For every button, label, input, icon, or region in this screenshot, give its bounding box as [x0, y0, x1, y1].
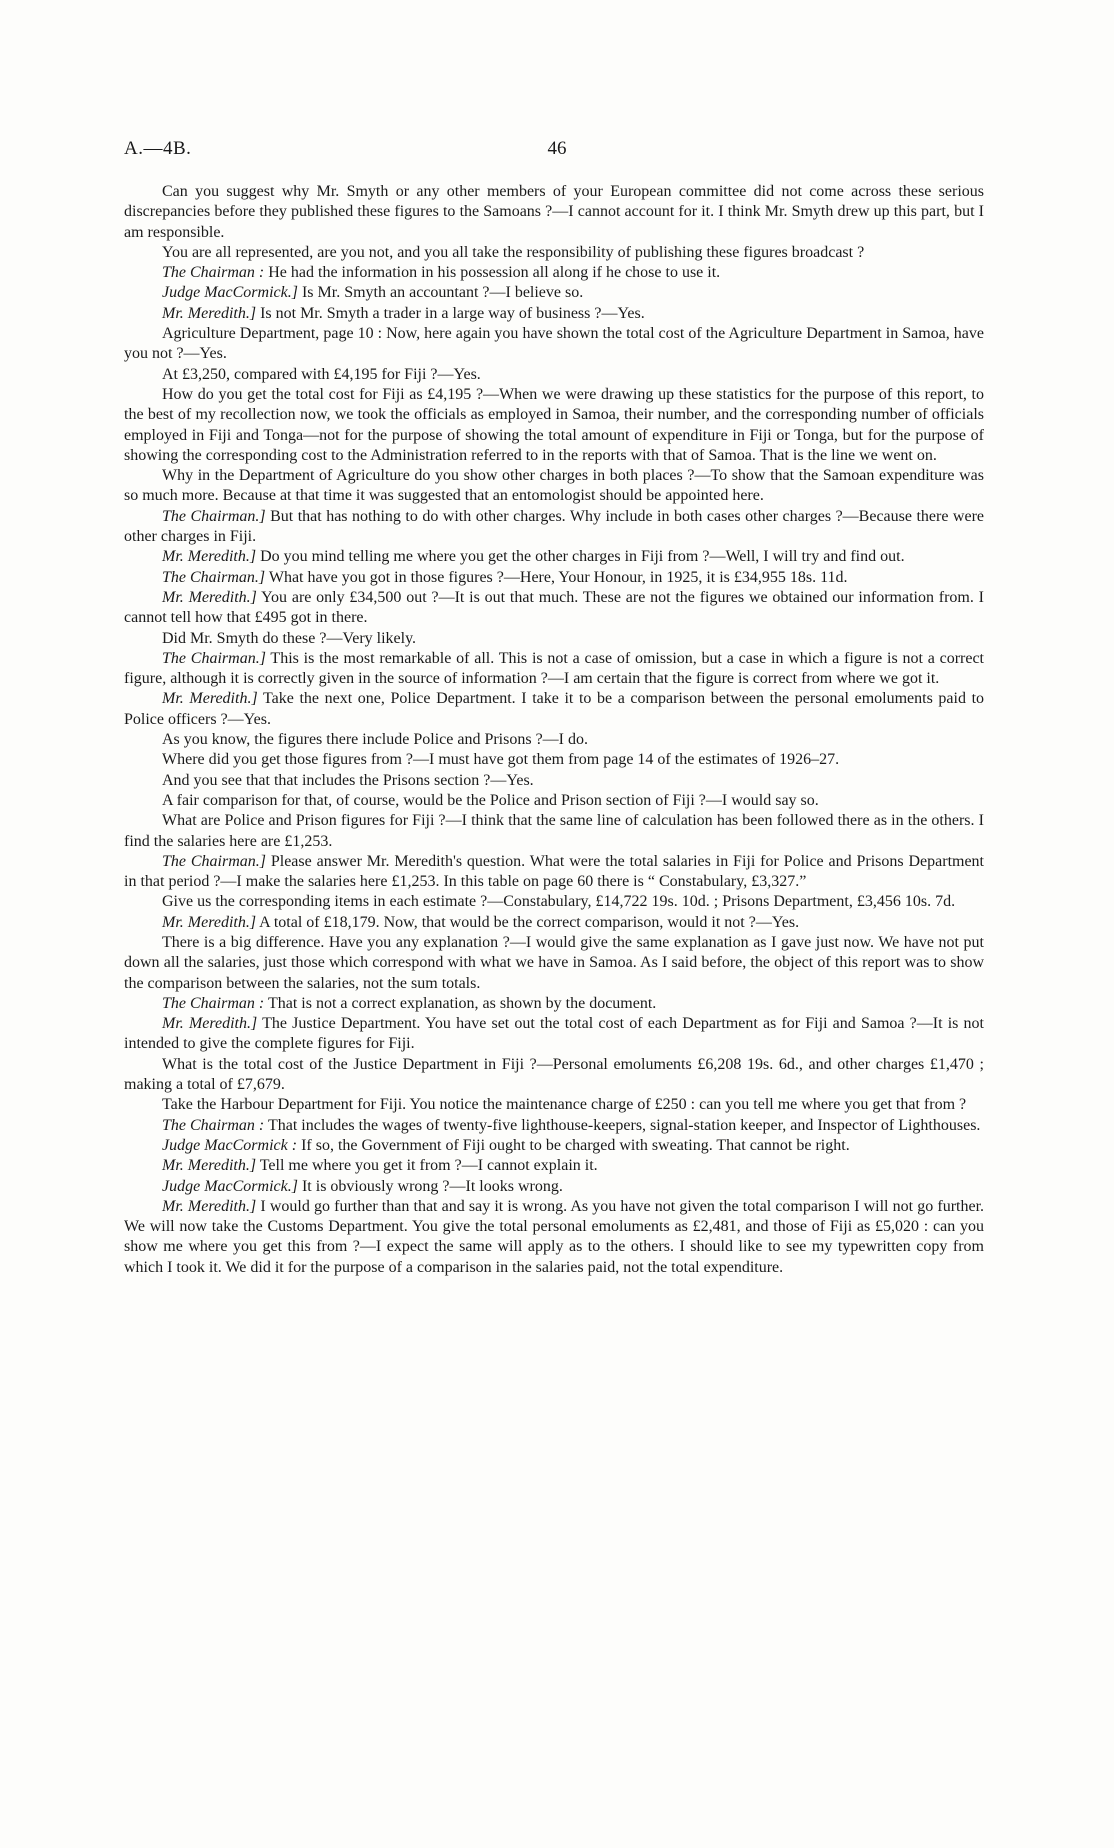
paragraph [124, 304, 984, 324]
paragraph-text: A fair comparison for that, of course, would be the Police and Prison section of Fiji ?—I would say so. [162, 791, 819, 809]
paragraph [124, 730, 984, 750]
paragraph-text: What is the total cost of the Justice Department in Fiji ?—Personal emoluments £6,208 19s. 6d., and other charges £1,470 ; making a total of £7,679. [124, 1055, 984, 1094]
transcript-body [124, 182, 984, 1278]
paragraph-text: If so, the Government of Fiji ought to be charged with sweating. That cannot be right. [297, 1136, 850, 1154]
paragraph-text: The Justice Department. You have set out the total cost of each Department as for Fiji and Samoa ?—It is not intended to give the complete figures for Fiji. [124, 1015, 984, 1053]
paragraph [124, 1156, 984, 1176]
speaker-label: The Chairman.] [162, 852, 266, 870]
paragraph [124, 243, 984, 263]
speaker-label: Mr. Meredith.] [162, 1197, 257, 1215]
paragraph [124, 811, 984, 852]
paragraph [124, 466, 984, 507]
paragraph [124, 994, 984, 1014]
speaker-label: Mr. Meredith.] [162, 548, 257, 566]
paragraph-text: Give us the corresponding items in each estimate ?—Constabulary, £14,722 19s. 10d. ; Prisons Department, £3,456 10s. 7d. [162, 893, 956, 911]
paragraph [124, 649, 984, 690]
speaker-label: Judge MacCormick : [162, 1136, 298, 1154]
paragraph-text: Can you suggest why Mr. Smyth or any other members of your European committee did not come across these serious discrepancies before they published these figures to the Samoans ?—I cannot account for it. I think Mr. Smyth drew up this part, but I am responsible. [124, 183, 984, 241]
paragraph-text: Do you mind telling me where you get the other charges in Fiji from ?—Well, I will try and find out. [256, 548, 905, 566]
paragraph [124, 771, 984, 791]
paragraph [124, 263, 984, 283]
speaker-label: Judge MacCormick.] [162, 1177, 298, 1195]
paragraph-text: There is a big difference. Have you any explanation ?—I would give the same explanation as I gave just now. We have not put down all the salaries, just those which correspond with what we have in Samoa. As I said before, the object of this report was to show the comparison between the salaries, not the sum totals. [124, 933, 984, 992]
paragraph-text: That is not a correct explanation, as shown by the document. [264, 994, 657, 1012]
paragraph-text: This is the most remarkable of all. This is not a case of omission, but a case in which a figure is not a correct figure, although it is correctly given in the source of information ?—I am certain that the figure is correct from where we got it. [124, 649, 985, 688]
speaker-label: The Chairman.] [162, 507, 266, 525]
paragraph-text: I would go further than that and say it is wrong. As you have not given the total comparison I will not go further. We will now take the Customs Department. You give the total personal emoluments as £2,481, and those of Fiji as £5,020 : can you show me where you get this from ?—I expect the same will apply as to the others. I should like to see my typewritten copy from which I took it. We did it for the purpose of a comparison in the salaries paid, not the total expenditure. [124, 1197, 985, 1276]
paragraph [124, 1055, 984, 1096]
speaker-label: The Chairman : [162, 1116, 265, 1134]
speaker-label: The Chairman.] [162, 568, 266, 586]
paragraph [124, 913, 984, 933]
paragraph-text: Please answer Mr. Meredith's question. What were the total salaries in Fiji for Police and Prisons Department in that period ?—I make the salaries here £1,253. In this table on page 60 there is “ Constabulary, £3,327.” [124, 852, 985, 891]
paragraph-text: You are only £34,500 out ?—It is out that much. These are not the figures we obtained our information from. I cannot tell how that £495 got in there. [124, 588, 984, 627]
paragraph [124, 629, 984, 649]
paragraph [124, 283, 984, 303]
paragraph [124, 324, 984, 365]
paragraph-text: But that has nothing to do with other charges. Why include in both cases other charges ?—Because there were other charges in Fiji. [124, 507, 985, 546]
speaker-label: Mr. Meredith.] [162, 304, 257, 322]
page-header [124, 138, 990, 164]
paragraph [124, 1095, 984, 1115]
paragraph [124, 588, 984, 629]
paragraph-text: Is Mr. Smyth an accountant ?—I believe so. [297, 284, 584, 302]
paragraph-text: You are all represented, are you not, and you all take the responsibility of publishing these figures broadcast ? [162, 243, 865, 261]
paragraph [124, 385, 984, 466]
paragraph-text: What are Police and Prison figures for Fiji ?—I think that the same line of calculation has been followed there as in the others. I find the salaries here are £1,253. [124, 812, 984, 850]
speaker-label: Mr. Meredith.] [162, 588, 257, 606]
paragraph-text: And you see that that includes the Prisons section ?—Yes. [162, 771, 534, 789]
paragraph-text: Is not Mr. Smyth a trader in a large way of business ?—Yes. [256, 304, 645, 322]
speaker-label: Mr. Meredith.] [162, 1157, 257, 1175]
paragraph [124, 1116, 984, 1136]
paragraph-text: That includes the wages of twenty-five lighthouse-keepers, signal-station keeper, and Inspector of Lighthouses. [264, 1116, 981, 1134]
speaker-label: Mr. Meredith.] [162, 1015, 258, 1033]
paragraph-text: What have you got in those figures ?—Here, Your Honour, in 1925, it is £34,955 18s. 11d. [265, 568, 848, 586]
paragraph [124, 182, 984, 243]
paragraph [124, 1197, 984, 1278]
speaker-label: Mr. Meredith.] [162, 690, 258, 708]
speaker-label: The Chairman : [162, 264, 265, 282]
paragraph [124, 933, 984, 994]
paragraph-text: Tell me where you get it from ?—I cannot explain it. [256, 1157, 598, 1175]
paragraph-text: Take the next one, Police Department. I take it to be a comparison between the personal emoluments paid to Police officers ?—Yes. [124, 690, 985, 728]
speaker-label: Judge MacCormick.] [162, 284, 298, 302]
speaker-label: The Chairman.] [162, 649, 266, 667]
paragraph [124, 1177, 984, 1197]
paragraph-text: How do you get the total cost for Fiji as £4,195 ?—When we were drawing up these statistics for the purpose of this report, to the best of my recollection now, we took the officials as employed in Samoa, their number, and the corresponding number of officials employed in Fiji and Tonga—not for the purpose of showing the total amount of expenditure in Fiji or Tonga, but for the purpose of showing the corresponding cost to the Administration referred to in the reports with that of Samoa. That is the line we went on. [124, 385, 984, 464]
paragraph [124, 689, 984, 730]
paragraph-text: Where did you get those figures from ?—I must have got them from page 14 of the estimates of 1926–27. [162, 751, 840, 769]
paragraph-text: It is obviously wrong ?—It looks wrong. [297, 1177, 563, 1195]
paragraph [124, 1136, 984, 1156]
paragraph-text: He had the information in his possession all along if he chose to use it. [264, 264, 721, 282]
paragraph-text: At £3,250, compared with £4,195 for Fiji ?—Yes. [162, 365, 481, 383]
paragraph [124, 852, 984, 893]
paragraph-text: Take the Harbour Department for Fiji. You notice the maintenance charge of £250 : can you tell me where you get that from ? [162, 1096, 967, 1114]
speaker-label: Mr. Meredith.] [162, 913, 257, 931]
paragraph-text: Did Mr. Smyth do these ?—Very likely. [162, 629, 417, 647]
paragraph [124, 750, 984, 770]
paragraph [124, 547, 984, 567]
paragraph [124, 1014, 984, 1055]
paragraph [124, 507, 984, 548]
paragraph-text: As you know, the figures there include Police and Prisons ?—I do. [162, 731, 588, 749]
paragraph-text: Agriculture Department, page 10 : Now, here again you have shown the total cost of the Agriculture Department in Samoa, have you not ?—Yes. [124, 325, 984, 363]
page-number: 46 [547, 138, 567, 159]
paragraph-text: A total of £18,179. Now, that would be the correct comparison, would it not ?—Yes. [256, 913, 800, 931]
paragraph [124, 568, 984, 588]
speaker-label: The Chairman : [162, 994, 265, 1012]
paragraph [124, 791, 984, 811]
paragraph-text: Why in the Department of Agriculture do you show other charges in both places ?—To show that the Samoan expenditure was so much more. Because at that time it was suggested that an entomologist should be appointed here. [124, 467, 984, 505]
document-reference: A.—4B. [124, 138, 192, 159]
paragraph [124, 892, 984, 912]
paragraph [124, 365, 984, 385]
